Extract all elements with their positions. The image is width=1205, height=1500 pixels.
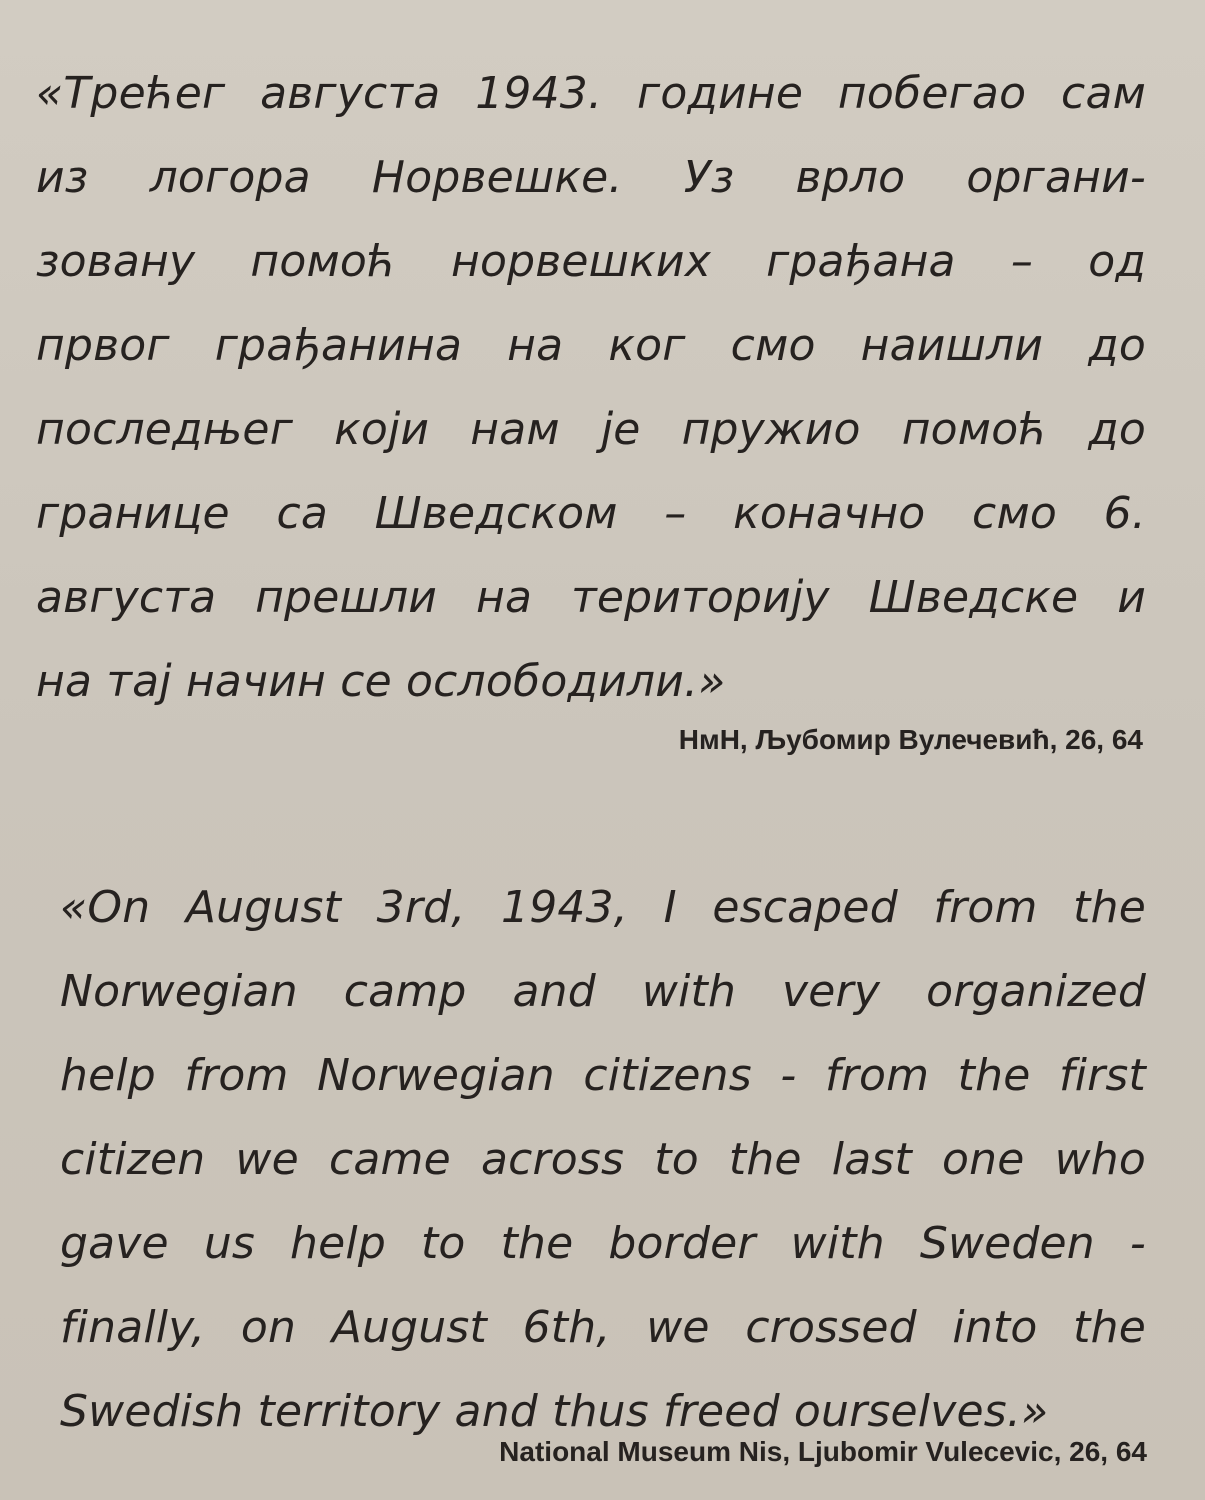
serbian-attribution: НмН, Љубомир Вулечевић, 26, 64 [678, 724, 1143, 755]
english-quote-line: citizen we came across to the last one who [60, 1134, 1146, 1185]
serbian-quote-line: «Трећег августа 1943. године побегао сам [36, 68, 1146, 119]
serbian-quote-line: последњег који нам је пружио помоћ до [36, 404, 1146, 455]
english-quote-line: «On August 3rd, 1943, I escaped from the [60, 882, 1146, 933]
serbian-quote-line: из логора Норвешке. Уз врло органи- [36, 152, 1146, 203]
serbian-quote-line: границе са Шведском – коначно смо 6. [36, 488, 1146, 539]
english-attribution: National Museum Nis, Ljubomir Vulecevic, 26, 64 [499, 1436, 1147, 1467]
serbian-quote-line: на тај начин се ослободили.» [36, 656, 726, 707]
english-quote-line: finally, on August 6th, we crossed into the [60, 1302, 1146, 1353]
serbian-quote-line: зовану помоћ норвешких грађана – од [36, 236, 1146, 287]
english-quote-line: Norwegian camp and with very organized [60, 966, 1146, 1017]
english-quote-line: help from Norwegian citizens - from the first [60, 1050, 1146, 1101]
english-quote [60, 866, 1146, 1454]
english-quote-line: Swedish territory and thus freed ourselves.» [60, 1386, 1049, 1437]
serbian-quote-line: првог грађанина на ког смо наишли до [36, 320, 1146, 371]
english-quote-line: gave us help to the border with Sweden - [60, 1218, 1146, 1269]
serbian-quote-line: августа прешли на територију Шведске и [36, 572, 1146, 623]
serbian-quote [36, 52, 1146, 724]
